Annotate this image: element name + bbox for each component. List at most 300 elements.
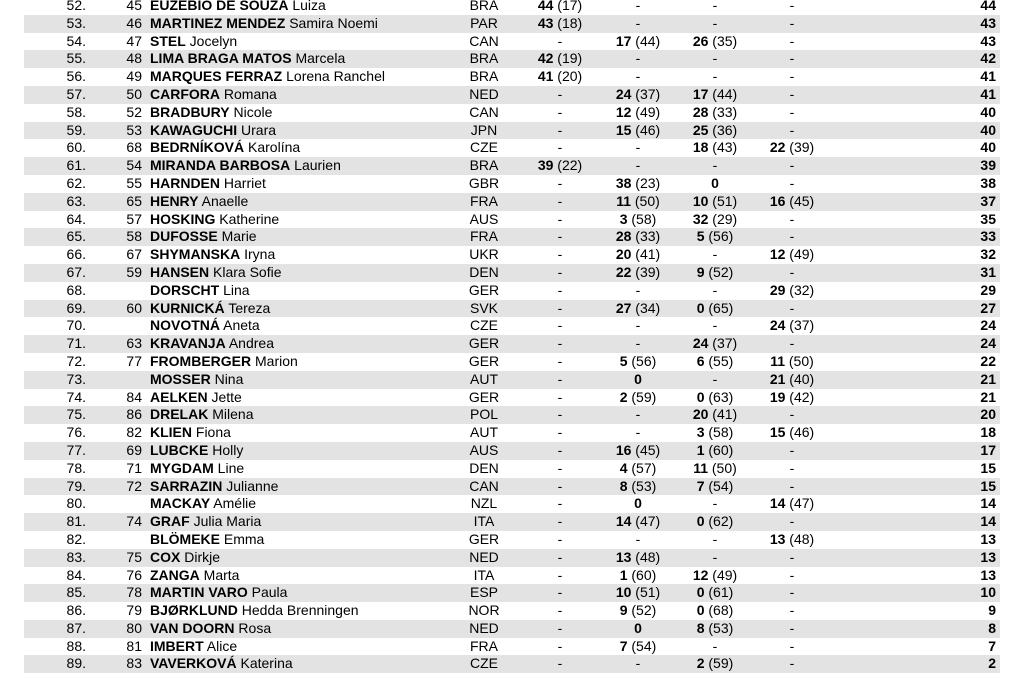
- race-4-points-cell: -: [789, 32, 795, 49]
- nation-cell: GER: [468, 335, 500, 352]
- race-1-points-cell: 44 (17): [537, 0, 583, 13]
- race-4-points-cell: -: [789, 406, 795, 423]
- athlete-surname: MOSSER: [150, 370, 211, 387]
- athlete-firstname: Aneta: [223, 317, 260, 334]
- athlete-firstname: Katerina: [240, 655, 293, 672]
- race-1-points-cell: -: [557, 32, 563, 49]
- race-4-points-cell: -: [789, 619, 795, 636]
- race-2-points-cell: -: [635, 14, 641, 31]
- bib-cell: 77: [126, 352, 142, 369]
- race-2-points-cell: 2 (59): [619, 388, 657, 405]
- rank-cell: 73.: [66, 370, 86, 387]
- table-row: [0, 406, 1024, 424]
- race-1-points-cell: -: [557, 174, 563, 191]
- bib-cell: 68: [126, 139, 142, 156]
- athlete-firstname: Line: [217, 459, 245, 476]
- rank-cell: 62.: [66, 174, 86, 191]
- nation-cell: FRA: [470, 637, 498, 654]
- total-points-cell: 7: [988, 637, 996, 654]
- athlete-firstname: Lorena Ranchel: [286, 68, 385, 85]
- bib-cell: 53: [126, 121, 142, 138]
- total-points-cell: 41: [980, 85, 996, 102]
- athlete-surname: DRELAK: [150, 406, 209, 423]
- total-points-cell: 40: [980, 103, 996, 120]
- nation-cell: AUT: [470, 370, 498, 387]
- table-row: [0, 122, 1024, 140]
- rank-cell: 67.: [66, 263, 86, 280]
- athlete-name-cell: [150, 246, 460, 264]
- race-4-points-cell: -: [789, 584, 795, 601]
- athlete-firstname: Marie: [221, 228, 257, 245]
- athlete-name-cell: [150, 139, 460, 157]
- nation-cell: NED: [469, 619, 499, 636]
- nation-cell: FRA: [470, 192, 498, 209]
- race-2-points-cell: 5 (56): [619, 352, 657, 369]
- nation-cell: CZE: [470, 139, 498, 156]
- rank-cell: 88.: [66, 637, 86, 654]
- rank-cell: 53.: [66, 14, 86, 31]
- race-4-points-cell: -: [789, 513, 795, 530]
- race-4-points-cell: -: [789, 637, 795, 654]
- athlete-firstname: Tereza: [228, 299, 271, 316]
- race-3-points-cell: -: [712, 68, 718, 85]
- race-4-points-cell: -: [789, 655, 795, 672]
- race-3-points-cell: 11 (50): [693, 459, 737, 476]
- athlete-firstname: Julia Maria: [193, 513, 262, 530]
- race-4-points-cell: -: [789, 228, 795, 245]
- race-1-points-cell: -: [557, 246, 563, 263]
- athlete-name-cell: [150, 602, 460, 620]
- race-1-points-cell: -: [557, 406, 563, 423]
- nation-cell: GER: [468, 388, 500, 405]
- nation-cell: CAN: [469, 103, 499, 120]
- race-3-points-cell: 18 (43): [692, 139, 738, 156]
- total-points-cell: 24: [980, 335, 996, 352]
- athlete-firstname: Samira Noemi: [289, 14, 378, 31]
- race-4-points-cell: 29 (32): [769, 281, 815, 298]
- race-3-points-cell: -: [712, 157, 718, 174]
- race-2-points-cell: -: [635, 281, 641, 298]
- race-1-points-cell: -: [557, 370, 563, 387]
- athlete-surname: DUFOSSE: [150, 228, 218, 245]
- athlete-name-cell: [150, 157, 460, 175]
- athlete-firstname: Romana: [223, 85, 277, 102]
- athlete-name-cell: [150, 655, 460, 673]
- race-3-points-cell: 24 (37): [692, 335, 738, 352]
- athlete-firstname: Jette: [211, 388, 242, 405]
- athlete-name-cell: [150, 228, 460, 246]
- race-3-points-cell: 17 (44): [692, 85, 738, 102]
- athlete-name-cell: [150, 122, 460, 140]
- total-points-cell: 38: [980, 174, 996, 191]
- race-1-points-cell: -: [557, 228, 563, 245]
- rank-cell: 68.: [66, 281, 86, 298]
- table-row: [0, 371, 1024, 389]
- nation-cell: BRA: [469, 157, 499, 174]
- race-2-points-cell: 28 (33): [615, 228, 661, 245]
- table-row: [0, 175, 1024, 193]
- athlete-name-cell: [150, 68, 460, 86]
- athlete-surname: MACKAY: [150, 495, 211, 512]
- race-4-points-cell: 22 (39): [769, 139, 815, 156]
- race-4-points-cell: -: [789, 157, 795, 174]
- nation-cell: PAR: [470, 14, 498, 31]
- rank-cell: 80.: [66, 495, 86, 512]
- athlete-firstname: Harriet: [223, 174, 266, 191]
- race-2-points-cell: 0: [634, 619, 642, 636]
- rank-cell: 76.: [66, 424, 86, 441]
- table-row: [0, 282, 1024, 300]
- rank-cell: 71.: [66, 335, 86, 352]
- athlete-name-cell: [150, 424, 460, 442]
- rank-cell: 63.: [66, 192, 86, 209]
- race-2-points-cell: 20 (41): [615, 246, 661, 263]
- athlete-name-cell: [150, 33, 460, 51]
- athlete-firstname: Hedda Brenningen: [241, 602, 359, 619]
- athlete-surname: BJØRKLUND: [150, 602, 238, 619]
- race-2-points-cell: -: [635, 68, 641, 85]
- rank-cell: 69.: [66, 299, 86, 316]
- total-points-cell: 44: [980, 0, 996, 13]
- athlete-firstname: Nicole: [233, 103, 273, 120]
- rank-cell: 78.: [66, 459, 86, 476]
- athlete-firstname: Rosa: [238, 619, 272, 636]
- total-points-cell: 32: [980, 246, 996, 263]
- table-row: [0, 655, 1024, 673]
- bib-cell: 57: [126, 210, 142, 227]
- race-4-points-cell: -: [789, 210, 795, 227]
- athlete-name-cell: [150, 104, 460, 122]
- race-2-points-cell: 14 (47): [615, 513, 661, 530]
- race-4-points-cell: -: [789, 50, 795, 67]
- athlete-surname: MYGDAM: [150, 459, 214, 476]
- race-2-points-cell: 3 (58): [619, 210, 657, 227]
- bib-cell: 75: [126, 548, 142, 565]
- athlete-firstname: Jocelyn: [189, 32, 238, 49]
- nation-cell: AUT: [470, 424, 498, 441]
- athlete-firstname: Marta: [203, 566, 240, 583]
- total-points-cell: 8: [988, 619, 996, 636]
- athlete-name-cell: [150, 584, 460, 602]
- race-2-points-cell: -: [635, 530, 641, 547]
- bib-cell: 86: [126, 406, 142, 423]
- athlete-name-cell: [150, 513, 460, 531]
- race-3-points-cell: -: [712, 548, 718, 565]
- bib-cell: 60: [126, 299, 142, 316]
- total-points-cell: 2: [988, 655, 996, 672]
- race-2-points-cell: -: [635, 655, 641, 672]
- bib-cell: 65: [126, 192, 142, 209]
- athlete-surname: SHYMANSKA: [150, 246, 241, 263]
- athlete-name-cell: [150, 478, 460, 496]
- athlete-name-cell: [150, 389, 460, 407]
- nation-cell: DEN: [469, 459, 499, 476]
- table-row: [0, 442, 1024, 460]
- table-row: [0, 246, 1024, 264]
- rank-cell: 59.: [66, 121, 86, 138]
- race-1-points-cell: -: [557, 619, 563, 636]
- race-1-points-cell: -: [557, 281, 563, 298]
- race-1-points-cell: 43 (18): [537, 14, 583, 31]
- athlete-surname: HOSKING: [150, 210, 216, 227]
- table-row: [0, 211, 1024, 229]
- total-points-cell: 37: [980, 192, 996, 209]
- table-row: [0, 567, 1024, 585]
- race-3-points-cell: 28 (33): [692, 103, 738, 120]
- athlete-surname: BRADBURY: [150, 103, 230, 120]
- rank-cell: 54.: [66, 32, 86, 49]
- rank-cell: 64.: [66, 210, 86, 227]
- athlete-surname: GRAF: [150, 513, 190, 530]
- race-4-points-cell: -: [789, 441, 795, 458]
- race-3-points-cell: 0: [711, 174, 719, 191]
- athlete-firstname: Alice: [206, 637, 238, 654]
- athlete-name-cell: [150, 50, 460, 68]
- bib-cell: 69: [126, 441, 142, 458]
- rank-cell: 57.: [66, 85, 86, 102]
- total-points-cell: 41: [980, 68, 996, 85]
- table-row: [0, 460, 1024, 478]
- athlete-name-cell: [150, 495, 460, 513]
- athlete-name-cell: [150, 15, 460, 33]
- table-row: [0, 602, 1024, 620]
- race-2-points-cell: -: [635, 317, 641, 334]
- bib-cell: 84: [126, 388, 142, 405]
- bib-cell: 52: [126, 103, 142, 120]
- athlete-surname: STEL: [150, 32, 186, 49]
- total-points-cell: 14: [980, 513, 996, 530]
- race-2-points-cell: 27 (34): [615, 299, 661, 316]
- athlete-firstname: Luiza: [292, 0, 326, 13]
- total-points-cell: 35: [980, 210, 996, 227]
- nation-cell: ESP: [469, 584, 498, 601]
- athlete-surname: MIRANDA BARBOSA: [150, 157, 291, 174]
- rank-cell: 74.: [66, 388, 86, 405]
- table-row: [0, 15, 1024, 33]
- race-1-points-cell: -: [557, 566, 563, 583]
- total-points-cell: 43: [980, 32, 996, 49]
- bib-cell: 83: [126, 655, 142, 672]
- athlete-surname: BEDRNÍKOVÁ: [150, 139, 245, 156]
- table-row: [0, 68, 1024, 86]
- race-4-points-cell: -: [789, 602, 795, 619]
- athlete-name-cell: [150, 86, 460, 104]
- nation-cell: ITA: [473, 513, 495, 530]
- nation-cell: ITA: [473, 566, 495, 583]
- athlete-name-cell: [150, 620, 460, 638]
- race-1-points-cell: -: [557, 424, 563, 441]
- rank-cell: 58.: [66, 103, 86, 120]
- table-row: [0, 389, 1024, 407]
- bib-cell: 54: [126, 157, 142, 174]
- rank-cell: 60.: [66, 139, 86, 156]
- athlete-surname: KRAVANJA: [150, 335, 226, 352]
- race-1-points-cell: -: [557, 548, 563, 565]
- athlete-firstname: Nina: [214, 370, 244, 387]
- race-1-points-cell: -: [557, 317, 563, 334]
- rank-cell: 83.: [66, 548, 86, 565]
- nation-cell: POL: [469, 406, 498, 423]
- nation-cell: AUS: [469, 441, 499, 458]
- bib-cell: 67: [126, 246, 142, 263]
- race-3-points-cell: -: [712, 246, 718, 263]
- race-2-points-cell: 9 (52): [619, 602, 657, 619]
- total-points-cell: 31: [980, 263, 996, 280]
- race-1-points-cell: -: [557, 459, 563, 476]
- nation-cell: BRA: [469, 50, 499, 67]
- rank-cell: 87.: [66, 619, 86, 636]
- total-points-cell: 15: [980, 477, 996, 494]
- race-1-points-cell: -: [557, 335, 563, 352]
- rank-cell: 89.: [66, 655, 86, 672]
- table-row: [0, 335, 1024, 353]
- rank-cell: 56.: [66, 68, 86, 85]
- nation-cell: JPN: [470, 121, 498, 138]
- athlete-name-cell: [150, 638, 460, 656]
- race-4-points-cell: -: [789, 477, 795, 494]
- table-row: [0, 50, 1024, 68]
- race-3-points-cell: -: [712, 637, 718, 654]
- nation-cell: GER: [468, 530, 500, 547]
- table-row: [0, 478, 1024, 496]
- nation-cell: NOR: [468, 602, 500, 619]
- race-3-points-cell: 0 (68): [696, 602, 734, 619]
- athlete-firstname: Anaelle: [201, 192, 249, 209]
- athlete-surname: CARFORA: [150, 85, 220, 102]
- athlete-firstname: Lina: [223, 281, 250, 298]
- race-3-points-cell: 10 (51): [692, 192, 738, 209]
- race-1-points-cell: 42 (19): [537, 50, 583, 67]
- nation-cell: BRA: [469, 68, 499, 85]
- bib-cell: 72: [126, 477, 142, 494]
- total-points-cell: 21: [980, 370, 996, 387]
- total-points-cell: 21: [980, 388, 996, 405]
- table-row: [0, 300, 1024, 318]
- race-3-points-cell: 7 (54): [696, 477, 734, 494]
- athlete-name-cell: [150, 460, 460, 478]
- race-3-points-cell: 25 (36): [692, 121, 738, 138]
- race-2-points-cell: 22 (39): [615, 263, 661, 280]
- bib-cell: 55: [126, 174, 142, 191]
- race-4-points-cell: -: [789, 174, 795, 191]
- athlete-surname: VAVERKOVÁ: [150, 655, 237, 672]
- race-3-points-cell: 32 (29): [692, 210, 738, 227]
- rank-cell: 81.: [66, 513, 86, 530]
- race-3-points-cell: -: [712, 317, 718, 334]
- race-2-points-cell: -: [635, 157, 641, 174]
- nation-cell: NED: [469, 85, 499, 102]
- athlete-surname: BLÖMEKE: [150, 530, 220, 547]
- total-points-cell: 29: [980, 281, 996, 298]
- table-row: [0, 584, 1024, 602]
- bib-cell: 45: [126, 0, 142, 13]
- race-4-points-cell: 14 (47): [769, 495, 815, 512]
- race-4-points-cell: -: [789, 299, 795, 316]
- race-1-points-cell: -: [557, 388, 563, 405]
- athlete-firstname: Milena: [212, 406, 254, 423]
- table-row: [0, 424, 1024, 442]
- rank-cell: 85.: [66, 584, 86, 601]
- athlete-surname: HARNDEN: [150, 174, 220, 191]
- bib-cell: 76: [126, 566, 142, 583]
- bib-cell: 71: [126, 459, 142, 476]
- nation-cell: CZE: [470, 317, 498, 334]
- race-2-points-cell: 12 (49): [615, 103, 661, 120]
- athlete-firstname: Marion: [255, 352, 298, 369]
- athlete-name-cell: [150, 211, 460, 229]
- race-2-points-cell: 7 (54): [619, 637, 657, 654]
- athlete-name-cell: [150, 317, 460, 335]
- bib-cell: 79: [126, 602, 142, 619]
- rank-cell: 70.: [66, 317, 86, 334]
- race-4-points-cell: -: [789, 548, 795, 565]
- athlete-name-cell: [150, 371, 460, 389]
- race-4-points-cell: -: [789, 566, 795, 583]
- table-row: [0, 139, 1024, 157]
- race-1-points-cell: -: [557, 352, 563, 369]
- athlete-surname: IMBERT: [150, 637, 204, 654]
- athlete-name-cell: [150, 0, 460, 15]
- race-1-points-cell: -: [557, 139, 563, 156]
- race-1-points-cell: -: [557, 103, 563, 120]
- race-4-points-cell: 15 (46): [769, 424, 815, 441]
- race-3-points-cell: 5 (56): [696, 228, 734, 245]
- race-3-points-cell: 12 (49): [692, 566, 738, 583]
- athlete-firstname: Andrea: [228, 335, 274, 352]
- table-row: [0, 264, 1024, 282]
- race-2-points-cell: 10 (51): [615, 584, 661, 601]
- race-1-points-cell: 41 (20): [537, 68, 583, 85]
- bib-cell: 82: [126, 424, 142, 441]
- race-4-points-cell: -: [789, 14, 795, 31]
- athlete-surname: SARRAZIN: [150, 477, 223, 494]
- table-row: [0, 495, 1024, 513]
- table-row: [0, 193, 1024, 211]
- race-3-points-cell: -: [712, 495, 718, 512]
- rank-cell: 82.: [66, 530, 86, 547]
- bib-cell: 80: [126, 619, 142, 636]
- race-3-points-cell: 6 (55): [696, 352, 734, 369]
- athlete-firstname: Klara Sofie: [213, 263, 282, 280]
- race-2-points-cell: 24 (37): [615, 85, 661, 102]
- athlete-surname: DORSCHT: [150, 281, 220, 298]
- nation-cell: GBR: [468, 174, 500, 191]
- race-4-points-cell: 11 (50): [770, 352, 814, 369]
- table-row: [0, 353, 1024, 371]
- athlete-firstname: Marcela: [295, 50, 346, 67]
- athlete-surname: KAWAGUCHI: [150, 121, 238, 138]
- athlete-name-cell: [150, 175, 460, 193]
- athlete-name-cell: [150, 282, 460, 300]
- athlete-firstname: Katherine: [219, 210, 280, 227]
- race-1-points-cell: -: [557, 530, 563, 547]
- total-points-cell: 40: [980, 139, 996, 156]
- table-row: [0, 33, 1024, 51]
- nation-cell: GER: [468, 281, 500, 298]
- race-1-points-cell: -: [557, 263, 563, 280]
- table-row: [0, 157, 1024, 175]
- bib-cell: 59: [126, 263, 142, 280]
- race-3-points-cell: -: [712, 14, 718, 31]
- race-2-points-cell: 0: [634, 370, 642, 387]
- race-1-points-cell: -: [557, 655, 563, 672]
- nation-cell: NZL: [470, 495, 498, 512]
- athlete-name-cell: [150, 353, 460, 371]
- bib-cell: 58: [126, 228, 142, 245]
- nation-cell: SVK: [469, 299, 498, 316]
- race-2-points-cell: 1 (60): [619, 566, 657, 583]
- total-points-cell: 42: [980, 50, 996, 67]
